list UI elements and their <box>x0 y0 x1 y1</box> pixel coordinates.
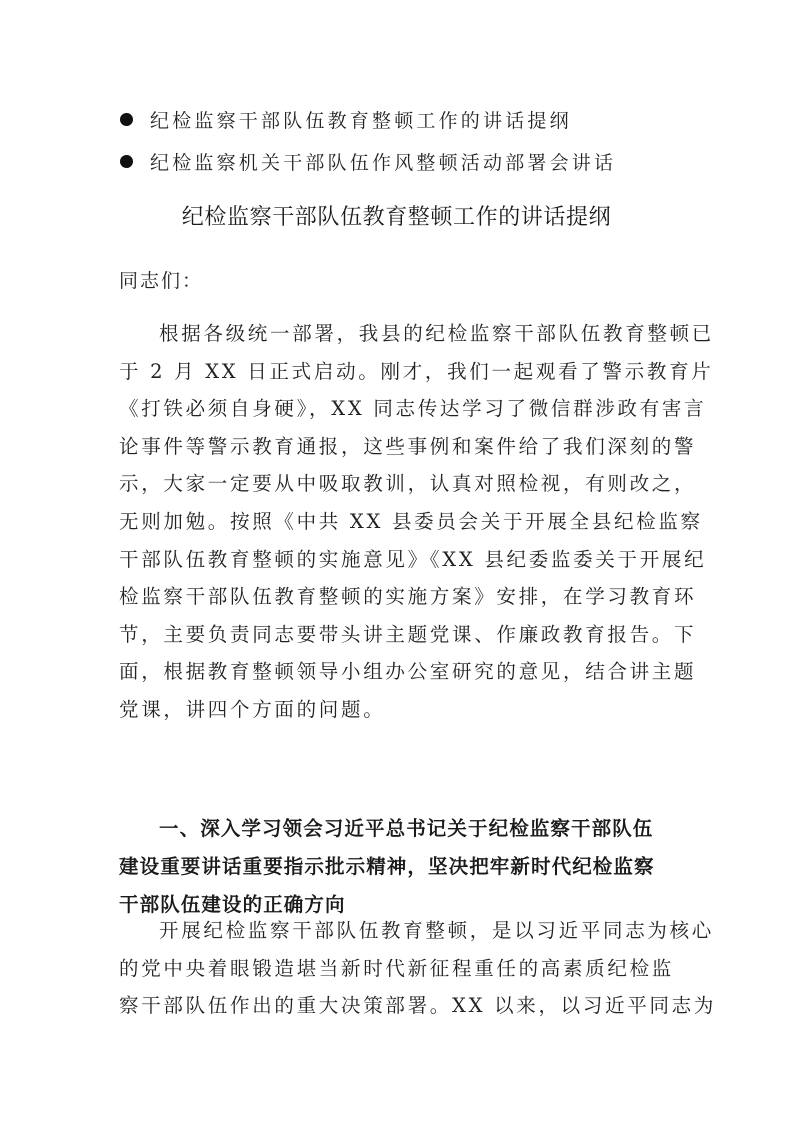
text-line: 根据各级统一部署，我县的纪检监察干部队伍教育整顿已 <box>159 322 715 345</box>
text-line: 面，根据教育整顿领导小组办公室研究的意见，结合讲主题 <box>119 660 697 684</box>
section-heading <box>119 810 689 924</box>
heading-line: 干部队伍建设的正确方向 <box>119 893 346 916</box>
text-line: 《打铁必须自身硬》，XX 同志传达学习了微信群涉政有害言 <box>119 397 707 421</box>
salutation: 同志们： <box>119 270 204 292</box>
toc-item-label: 纪检监察干部队伍教育整顿工作的讲话提纲 <box>150 109 572 132</box>
text-line: 于 2 月 XX 日正式启动。刚才，我们一起观看了警示教育片 <box>119 359 714 383</box>
heading-line: 建设重要讲话重要指示批示精神，坚决把牢新时代纪检监察 <box>119 855 655 878</box>
text-line: 党课，讲四个方面的问题。 <box>119 697 386 721</box>
toc-item[interactable] <box>120 140 616 182</box>
toc-item-label: 纪检监察机关干部队伍作风整顿活动部署会讲话 <box>150 151 617 174</box>
text-line: 节，主要负责同志要带头讲主题党课、作廉政教育报告。下 <box>119 622 697 646</box>
bullet-icon <box>120 155 133 168</box>
text-line: 论事件等警示教育通报，这些事例和案件给了我们深刻的警 <box>119 434 697 458</box>
text-line: 开展纪检监察干部队伍教育整顿，是以习近平同志为核心 <box>159 919 715 942</box>
table-of-contents <box>120 98 616 182</box>
toc-item[interactable] <box>120 98 616 140</box>
heading-line: 一、深入学习领会习近平总书记关于纪检监察干部队伍 <box>159 817 654 840</box>
paragraph-section1 <box>119 912 717 1025</box>
text-line: 示，大家一定要从中吸取教训，认真对照检视，有则改之， <box>119 472 697 496</box>
bullet-icon <box>120 113 133 126</box>
document-title: 纪检监察干部队伍教育整顿工作的讲话提纲 <box>181 205 612 230</box>
text-line: 的党中央着眼锻造堪当新时代新征程重任的高素质纪检监 <box>119 956 675 980</box>
text-line: 检监察干部队伍教育整顿的实施方案》安排，在学习教育环 <box>119 585 697 609</box>
paragraph-intro <box>119 315 715 729</box>
text-line: 无则加勉。按照《中共 XX 县委员会关于开展全县纪检监察 <box>119 509 703 533</box>
text-line: 干部队伍教育整顿的实施意见》《XX 县纪委监委关于开展纪 <box>119 547 707 571</box>
text-line: 察干部队伍作出的重大决策部署。XX 以来，以习近平同志为 <box>119 994 717 1018</box>
